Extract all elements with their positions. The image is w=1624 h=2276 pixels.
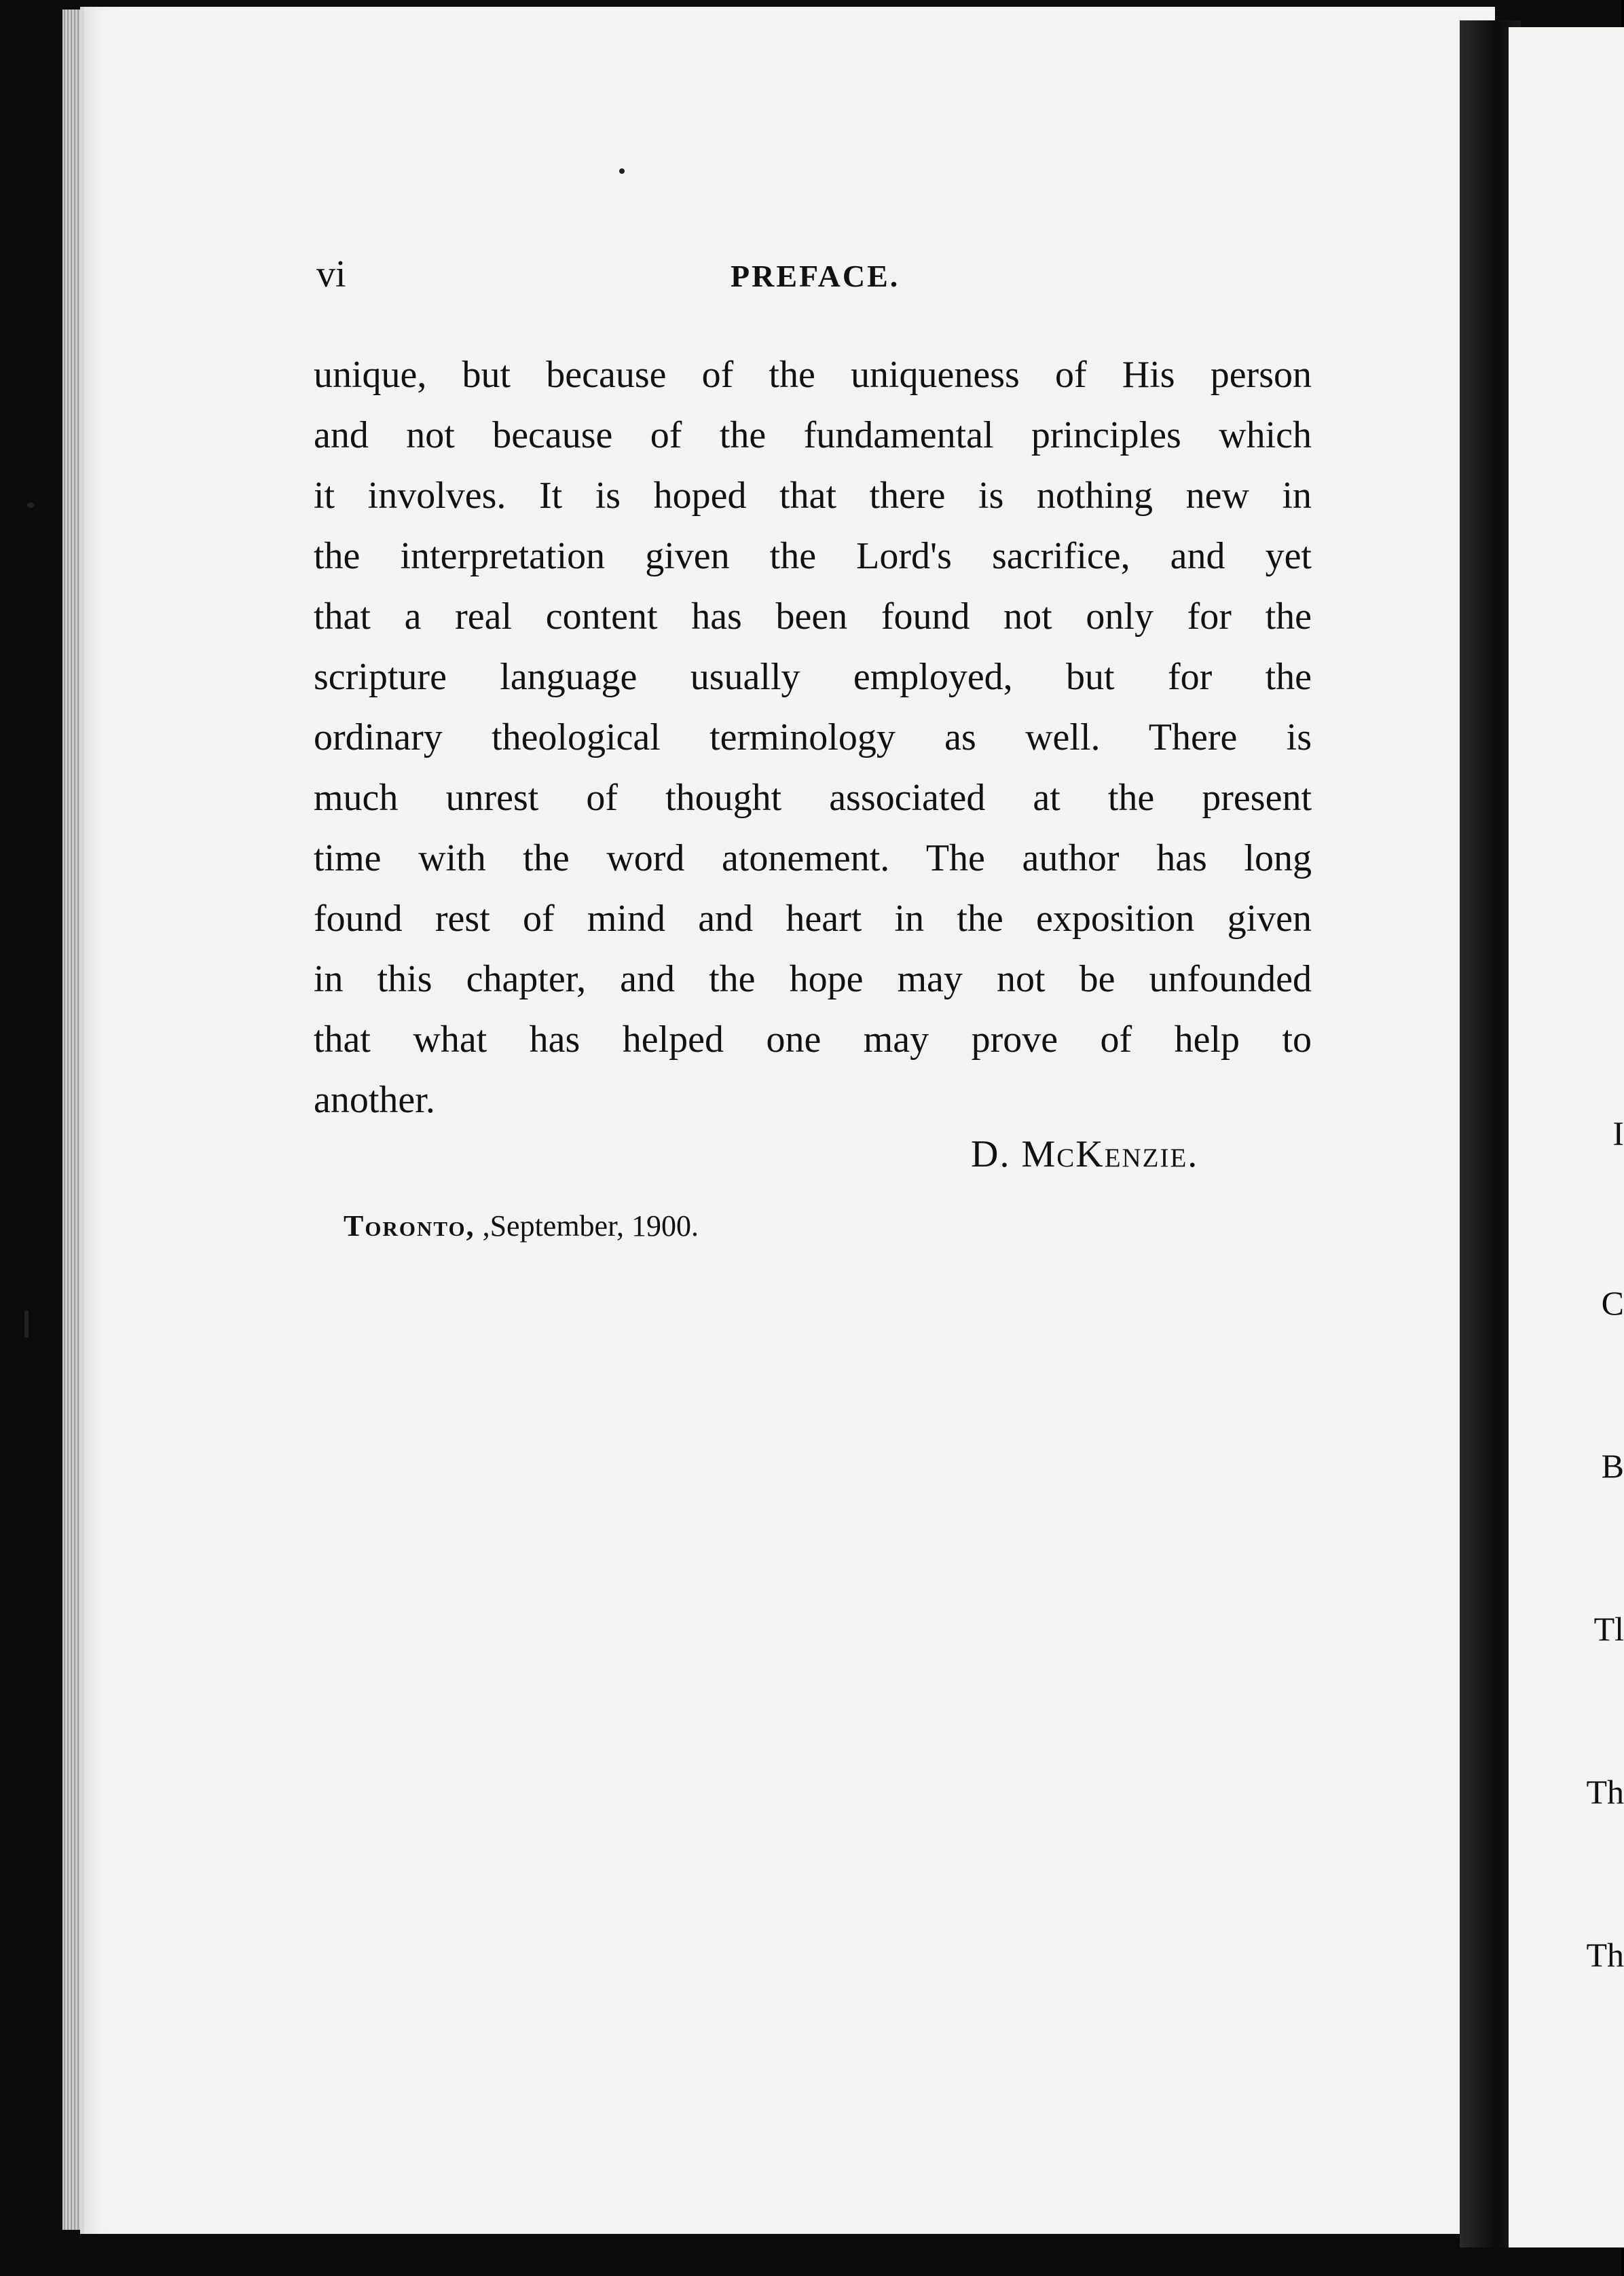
facing-page-letter: B <box>1601 1447 1624 1485</box>
signature-mc: c <box>1056 1133 1076 1175</box>
signature-surname: Kenzie. <box>1075 1133 1199 1175</box>
signature-initial: D. M <box>971 1133 1057 1175</box>
text-line: that a real content has been found not only for the <box>314 595 1312 638</box>
text-line: time with the word atonement. The author has long <box>314 837 1312 879</box>
facing-page <box>1509 27 1624 2247</box>
text-line: ordinary theological terminology as well. There is <box>314 716 1312 758</box>
dateline-place: Toronto, <box>344 1209 475 1243</box>
text-line: another. <box>314 1079 435 1121</box>
text-line: in this chapter, and the hope may not be unfounded <box>314 958 1312 1000</box>
facing-page-letter: C <box>1601 1284 1624 1322</box>
text-line: found rest of mind and heart in the exposition given <box>314 898 1312 940</box>
text-line: unique, but because of the uniqueness of His person <box>314 354 1312 396</box>
facing-page-letter: Th <box>1586 1936 1624 1974</box>
page-number: vi <box>316 253 346 295</box>
text-line: that what has helped one may prove of help to <box>314 1018 1312 1061</box>
facing-page-letter: Th <box>1586 1773 1624 1811</box>
facing-page-letter: I <box>1612 1114 1624 1152</box>
text-line: it involves. It is hoped that there is nothing new in <box>314 475 1312 517</box>
running-head: PREFACE. <box>731 259 900 293</box>
page-edge-stack <box>62 10 81 2230</box>
text-line: and not because of the fundamental principles which <box>314 414 1312 456</box>
facing-page-letter: Tl <box>1593 1610 1624 1648</box>
text-line: much unrest of thought associated at the present <box>314 777 1312 819</box>
scan-speck <box>24 1310 29 1338</box>
dateline <box>344 1209 699 1243</box>
dateline-date: ,September, 1900. <box>475 1209 699 1243</box>
author-signature <box>971 1133 1198 1176</box>
preface-body <box>314 345 1312 1131</box>
text-line: the interpretation given the Lord's sacrifice, and yet <box>314 535 1312 577</box>
text-line: scripture language usually employed, but for the <box>314 656 1312 698</box>
scan-speck <box>27 502 34 508</box>
scan-speck <box>619 168 625 174</box>
